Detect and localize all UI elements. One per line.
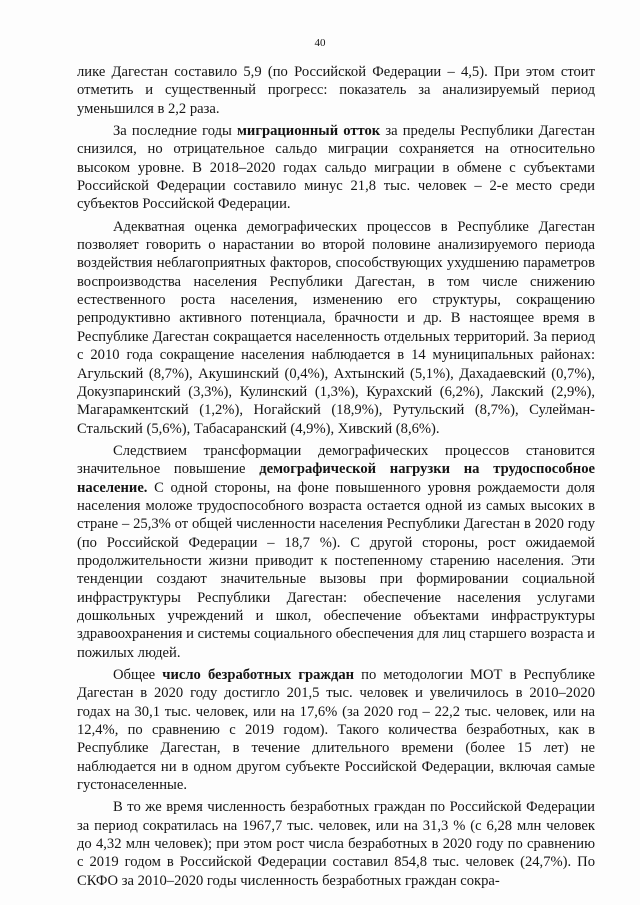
text-run: лике Дагестан составило 5,9 (по Российской Федерации – 4,5). При этом стоит отметить и существенный прогресс: показатель за анализируемый период уменьшился в 2,2 раза.: [77, 64, 595, 117]
paragraph-demographic-processes: [77, 218, 595, 438]
paragraph-unemployed: [77, 666, 595, 794]
text-run: Общее: [113, 667, 163, 683]
paragraph-unemployed-russia: [77, 798, 595, 890]
text-run: За последние годы: [113, 123, 237, 140]
bold-term: число безработных граждан: [162, 667, 355, 683]
text-run: В то же время численность безработных граждан по Российской Федерации за период сократилась на 1967,7 тыс. человек, или на 31,3 % (с 6,28 млн человек до 4,32 млн человек); при этом рост числа безработных в 2020 году по сравнению с 2019 годом в Российской Федерации составил 854,8 тыс. человек (24,7%). По СКФО за 2010–2020 годы численность безработных граждан сокра-: [77, 799, 595, 889]
text-run: Следствием трансформации демографических процессов становится значительное повышение: [77, 442, 595, 478]
page-number: 40: [314, 37, 326, 49]
page-text-body: [77, 63, 595, 894]
text-run: Адекватная оценка демографических процессов в Республике Дагестан позволяет говорить о нарастании во второй половине анализируемого периода воздействия неблагоприятных факторов, способствующих ухудшению параметров воспроизводства населения Республики Дагестан, в том числе снижению естественного роста населения, изменению его структуры, сокращению репродуктивно активного потенциала, брачности и др. В настоящее время в Республике Дагестан сокращается населенность отдельных территорий. За период с 2010 года сокращение населения наблюдается в 14 муниципальных районах: Агульский (8,7%), Акушинский (0,4%), Ахтынский (5,1%), Дахадаевский (0,7%), Докузпаринский (3,3%), Кулинский (1,3%), Курахский (6,2%), Лакский (2,9%), Магарамкентский (1,2%), Ногайский (18,9%), Рутульский (8,7%), Сулейман-Стальский (5,6%), Табасаранский (4,9%), Хивский (8,6%).: [77, 218, 595, 437]
text-run: по методологии МОТ в Республике Дагестан в 2020 году достигло 201,5 тыс. человек и увеличилось в 2010–2020 годах на 30,1 тыс. человек, или на 17,6% (за 2020 год – 22,2 тыс. человек, или на 12,4%, по сравнению с 2019 годом). Такого количества безработных, как в Республике Дагестан, в течение длительного времени (более 15 лет) не наблюдается ни в одном другом субъекте Российской Федерации, включая самые густонаселенные.: [77, 667, 595, 794]
paragraph-migration: [77, 122, 595, 214]
paragraph-continuation: [77, 63, 595, 118]
paragraph-demographic-load: [77, 442, 595, 662]
text-run: С одной стороны, на фоне повышенного уровня рождаемости доля населения моложе трудоспособного возраста остается одной из самых высоких в стране – 25,3% от общей численности населения Республики Дагестан в 2020 году (по Российской Федерации – 18,7 %). С другой стороны, рост ожидаемой продолжительности жизни приводит к постепенному старению населения. Эти тенденции создают значительные вызовы при формировании социальной инфраструктуры Республики Дагестан: обеспечение населения услугами дошкольных учреждений и школ, обеспечение объектами инфраструктуры здравоохранения и системы социального обеспечения для лиц старшего возраста и пожилых людей.: [77, 479, 595, 661]
bold-term: миграционный отток: [236, 123, 381, 140]
bold-term: демографической нагрузки на трудоспособное население.: [77, 461, 595, 496]
text-run: за пределы Республики Дагестан снизился, но отрицательное сальдо миграции сохраняется на относительно высоком уровне. В 2018–2020 годах сальдо миграции в обмене с субъектами Российской Федерации составило минус 21,8 тыс. человек – 2-е место среди субъектов Российской Федерации.: [77, 123, 595, 213]
